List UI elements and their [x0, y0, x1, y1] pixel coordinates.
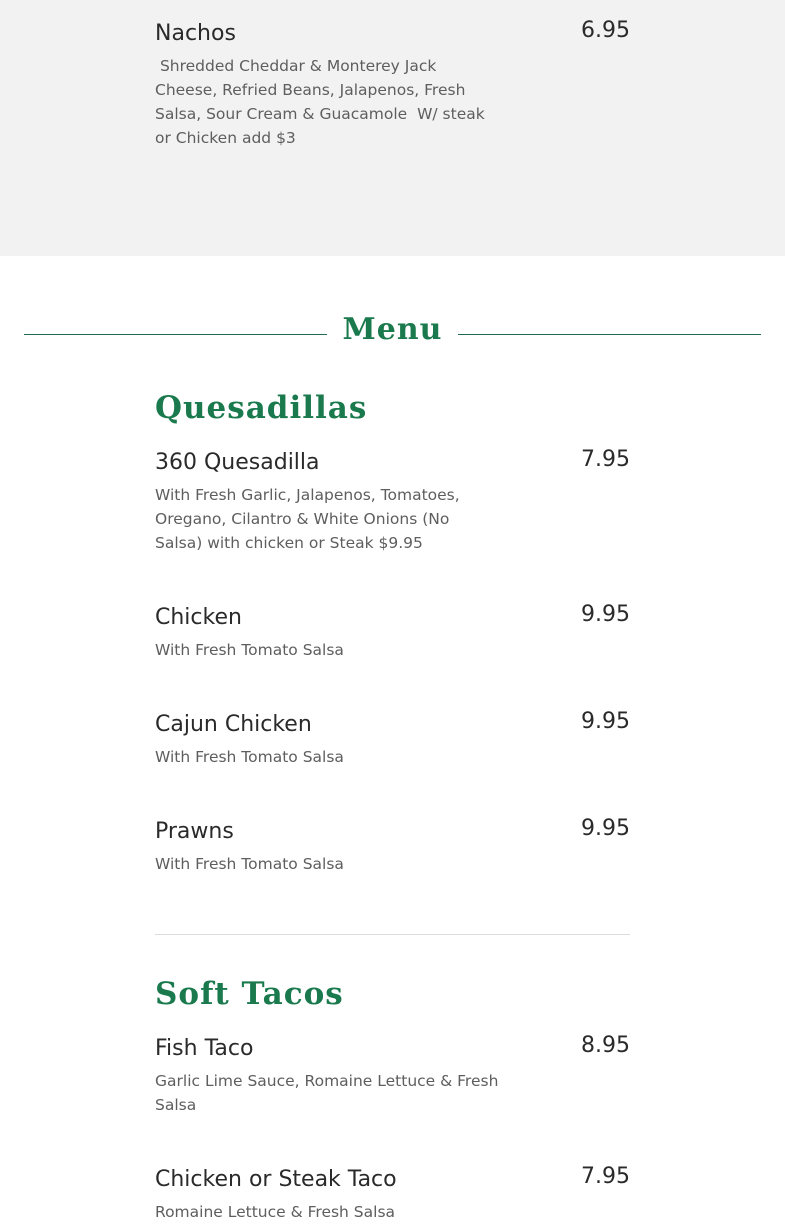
item-name: Nachos: [155, 21, 236, 46]
item-description: With Fresh Tomato Salsa: [155, 748, 344, 766]
item-price: 7.95: [581, 1164, 630, 1189]
section-title-quesadillas: Quesadillas: [155, 390, 368, 426]
item-name: Cajun Chicken: [155, 712, 312, 737]
item-price: 6.95: [581, 18, 630, 43]
menu-heading: Menu: [342, 312, 443, 347]
item-price: 9.95: [581, 816, 630, 841]
item-name: Fish Taco: [155, 1036, 254, 1061]
section-title-soft-tacos: Soft Tacos: [155, 976, 344, 1012]
item-name: Chicken: [155, 605, 242, 630]
item-price: 9.95: [581, 709, 630, 734]
item-description: Romaine Lettuce & Fresh Salsa: [155, 1203, 396, 1221]
menu-item-fish-taco: [155, 1035, 630, 1125]
item-description: Shredded Cheddar & Monterey Jack Cheese, Refried Beans, Jalapenos, Fresh Salsa, Sour Cream & Guacamole W/ steak or Chicken add $3: [155, 57, 490, 147]
item-description: With Fresh Garlic, Jalapenos, Tomatoes, Oregano, Cilantro & White Onions (No Salsa) with chicken or Steak $9.95: [155, 486, 465, 552]
item-name: Chicken or Steak Taco: [155, 1167, 397, 1192]
item-description: Garlic Lime Sauce, Romaine Lettuce & Fresh Salsa: [155, 1072, 504, 1114]
section-divider: [155, 934, 630, 935]
item-name: 360 Quesadilla: [155, 450, 320, 475]
menu-item-cajun-chicken-quesadilla: [155, 711, 630, 771]
item-name: Prawns: [155, 819, 234, 844]
item-description: With Fresh Tomato Salsa: [155, 641, 344, 659]
menu-item-chicken-or-steak-taco: [155, 1164, 630, 1221]
menu-item-prawns-quesadilla: [155, 818, 630, 878]
featured-item-section: [0, 0, 785, 256]
item-description: With Fresh Tomato Salsa: [155, 855, 344, 873]
item-price: 8.95: [581, 1033, 630, 1058]
menu-item-360-quesadilla: [155, 449, 630, 559]
item-price: 9.95: [581, 602, 630, 627]
menu-heading-rule-right: [458, 334, 761, 335]
menu-item-nachos: [155, 20, 630, 160]
menu-item-chicken-quesadilla: [155, 604, 630, 664]
item-price: 7.95: [581, 447, 630, 472]
